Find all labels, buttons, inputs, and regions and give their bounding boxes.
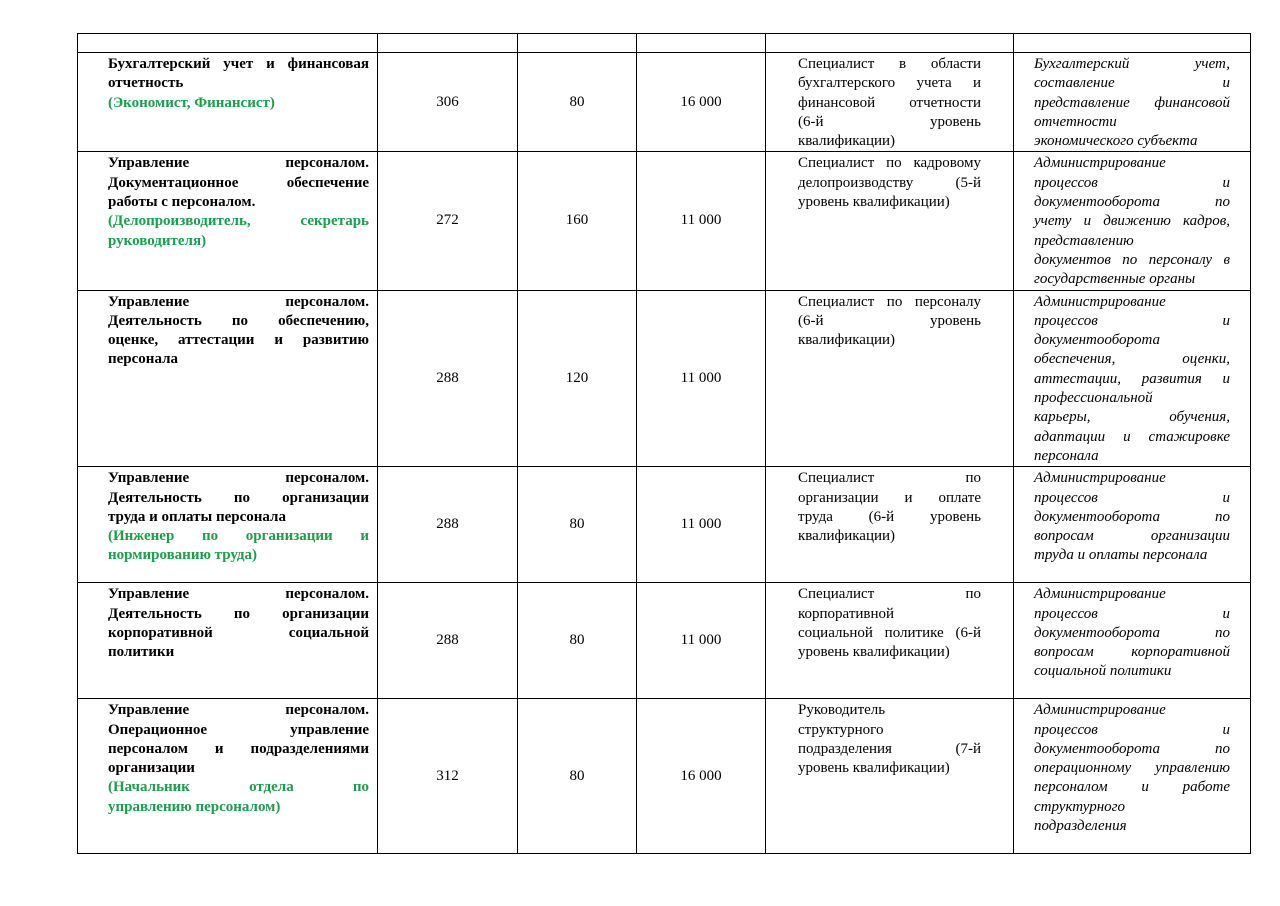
activity-cell (1014, 583, 1251, 699)
qualification-cell (766, 152, 1014, 290)
practice-hours-cell: 120 (518, 290, 637, 467)
qualification-cell (766, 290, 1014, 467)
cell-text-line: документооборота по (1034, 740, 1230, 757)
cell-text-line: Администрирование (1034, 702, 1166, 719)
cell-text-line: Администрирование (1034, 586, 1166, 603)
cell-text-line: отчетности (1034, 113, 1117, 130)
cell-text-line: Бухгалтерский учет, (1034, 56, 1230, 72)
cell-text-line: персонала (1034, 447, 1099, 464)
cell-text-line: Администрирование (1034, 293, 1166, 310)
cell-text-line: экономического субъекта (1034, 133, 1198, 150)
cell-text-line: бухгалтерского учета и (798, 75, 981, 92)
cell-text-line: труда (6-й уровень (798, 508, 981, 525)
cell-text-line: социальной политики (1034, 663, 1172, 680)
practice-hours-cell: 80 (518, 699, 637, 854)
cell-text-line: персоналом и подразделениями (108, 740, 369, 757)
cell-text-line: документооборота по (1034, 508, 1230, 525)
activity-cell (1014, 290, 1251, 467)
cell-text-line: Операционное управление (108, 721, 369, 738)
cell-text-line: обеспечения, оценки, (1034, 351, 1230, 368)
price-cell: 11 000 (637, 467, 766, 583)
cell-text-line: Администрирование (1034, 470, 1166, 487)
cell-text-line: (Начальник отдела по (108, 779, 369, 796)
header-cell (1014, 34, 1251, 53)
cell-text-line: квалификации) (798, 133, 896, 150)
qualification-cell (766, 699, 1014, 854)
cell-text-line: операционному управлению (1034, 760, 1230, 777)
cell-text-line: Управление персоналом. (108, 155, 369, 172)
hours-cell: 312 (378, 699, 518, 854)
cell-text-line: (6-й уровень (798, 113, 981, 130)
hours-cell: 288 (378, 583, 518, 699)
cell-text-line: документооборота (1034, 332, 1161, 349)
cell-text-line: процессов и (1034, 489, 1230, 506)
cell-text-line: Руководитель (798, 702, 886, 719)
cell-text-line: корпоративной социальной (108, 624, 369, 641)
practice-hours-cell: 80 (518, 53, 637, 152)
cell-text-line: вопросам корпоративной (1034, 644, 1230, 661)
cell-text-line: структурного (798, 721, 884, 738)
cell-text-line: Управление персоналом. (108, 470, 369, 487)
cell-text-line: представлению (1034, 232, 1134, 249)
header-cell (518, 34, 637, 53)
cell-text-line: Управление персоналом. (108, 586, 369, 603)
header-cell (378, 34, 518, 53)
practice-hours-cell: 160 (518, 152, 637, 290)
header-cell (78, 34, 378, 53)
cell-text-line: процессов и (1034, 174, 1230, 191)
table-row (78, 53, 1251, 152)
cell-text-line: документов по персоналу в (1034, 251, 1230, 268)
cell-text-line: организации и оплате (798, 489, 981, 506)
cell-text-line: (Инженер по организации и (108, 528, 369, 545)
program-title-cell (78, 290, 378, 467)
cell-text-line: Специалист по кадровому (798, 155, 981, 172)
qualification-cell (766, 583, 1014, 699)
cell-text-line: Специалист по персоналу (798, 293, 981, 310)
cell-text-line: социальной политике (6-й (798, 624, 981, 641)
price-cell: 11 000 (637, 152, 766, 290)
program-title-cell (78, 583, 378, 699)
cell-text-line: (Делопроизводитель, секретарь (108, 213, 369, 230)
cell-text-line: процессов и (1034, 605, 1230, 622)
programs-table (77, 33, 1251, 854)
cell-text-line: персонала (108, 351, 178, 368)
cell-text-line: структурного (1034, 798, 1125, 815)
cell-text-line: труда и оплаты персонала (1034, 547, 1208, 564)
cell-text-line: Деятельность по обеспечению, (108, 312, 369, 329)
cell-text-line: представление финансовой (1034, 94, 1230, 111)
cell-text-line: Специалист по (798, 586, 981, 603)
cell-text-line: Управление персоналом. (108, 702, 369, 719)
cell-text-line: уровень квалификации) (798, 194, 950, 211)
program-title-cell (78, 699, 378, 854)
activity-cell (1014, 699, 1251, 854)
cell-text-line: труда и оплаты персонала (108, 508, 286, 525)
cell-text-line: уровень квалификации) (798, 760, 950, 777)
hours-cell: 288 (378, 290, 518, 467)
price-cell: 16 000 (637, 699, 766, 854)
qualification-cell (766, 467, 1014, 583)
table-row (78, 583, 1251, 699)
qualification-cell (766, 53, 1014, 152)
program-title-cell (78, 467, 378, 583)
cell-text-line: адаптации и стажировке (1034, 428, 1230, 445)
practice-hours-cell: 80 (518, 467, 637, 583)
cell-text-line: процессов и (1034, 312, 1230, 329)
cell-text-line: Специалист в области (798, 56, 981, 72)
cell-text-line: государственные органы (1034, 271, 1196, 288)
cell-text-line: Документационное обеспечение (108, 174, 369, 191)
cell-text-line: Администрирование (1034, 155, 1166, 172)
cell-text-line: руководителя) (108, 232, 207, 249)
table-row (78, 699, 1251, 854)
cell-text-line: политики (108, 644, 175, 661)
cell-text-line: нормированию труда) (108, 547, 258, 564)
table-header-row (78, 34, 1251, 53)
cell-text-line: учету и движению кадров, (1034, 213, 1230, 230)
cell-text-line: Деятельность по организации (108, 605, 369, 622)
hours-cell: 272 (378, 152, 518, 290)
cell-text-line: составление и (1034, 75, 1230, 92)
cell-text-line: подразделения (1034, 818, 1127, 835)
cell-text-line: управлению персоналом) (108, 798, 281, 815)
cell-text-line: отчетность (108, 75, 184, 92)
cell-text-line: документооборота по (1034, 194, 1230, 211)
cell-text-line: персоналом и работе (1034, 779, 1230, 796)
price-cell: 16 000 (637, 53, 766, 152)
activity-cell (1014, 152, 1251, 290)
activity-cell (1014, 467, 1251, 583)
hours-cell: 306 (378, 53, 518, 152)
cell-text-line: делопроизводству (5-й (798, 174, 981, 191)
cell-text-line: организации (108, 760, 195, 777)
cell-text-line: Бухгалтерский учет и финансовая (108, 56, 369, 72)
cell-text-line: процессов и (1034, 721, 1230, 738)
cell-text-line: Деятельность по организации (108, 489, 369, 506)
program-title-cell (78, 152, 378, 290)
cell-text-line: профессиональной (1034, 390, 1153, 407)
hours-cell: 288 (378, 467, 518, 583)
cell-text-line: Специалист по (798, 470, 981, 487)
cell-text-line: вопросам организации (1034, 528, 1230, 545)
cell-text-line: Управление персоналом. (108, 293, 369, 310)
activity-cell (1014, 53, 1251, 152)
table-row (78, 290, 1251, 467)
cell-text-line: (Экономист, Финансист) (108, 94, 275, 111)
cell-text-line: финансовой отчетности (798, 94, 981, 111)
cell-text-line: (6-й уровень (798, 312, 981, 329)
table-row (78, 152, 1251, 290)
program-title-cell (78, 53, 378, 152)
cell-text-line: квалификации) (798, 528, 896, 545)
cell-text-line: оценке, аттестации и развитию (108, 332, 369, 349)
practice-hours-cell: 80 (518, 583, 637, 699)
price-cell: 11 000 (637, 583, 766, 699)
cell-text-line: документооборота по (1034, 624, 1230, 641)
price-cell: 11 000 (637, 290, 766, 467)
header-cell (637, 34, 766, 53)
cell-text-line: карьеры, обучения, (1034, 409, 1230, 426)
cell-text-line: аттестации, развития и (1034, 370, 1230, 387)
cell-text-line: работы с персоналом. (108, 194, 256, 211)
header-cell (766, 34, 1014, 53)
table-row (78, 467, 1251, 583)
cell-text-line: уровень квалификации) (798, 644, 950, 661)
cell-text-line: корпоративной (798, 605, 895, 622)
cell-text-line: квалификации) (798, 332, 896, 349)
cell-text-line: подразделения (7-й (798, 740, 981, 757)
